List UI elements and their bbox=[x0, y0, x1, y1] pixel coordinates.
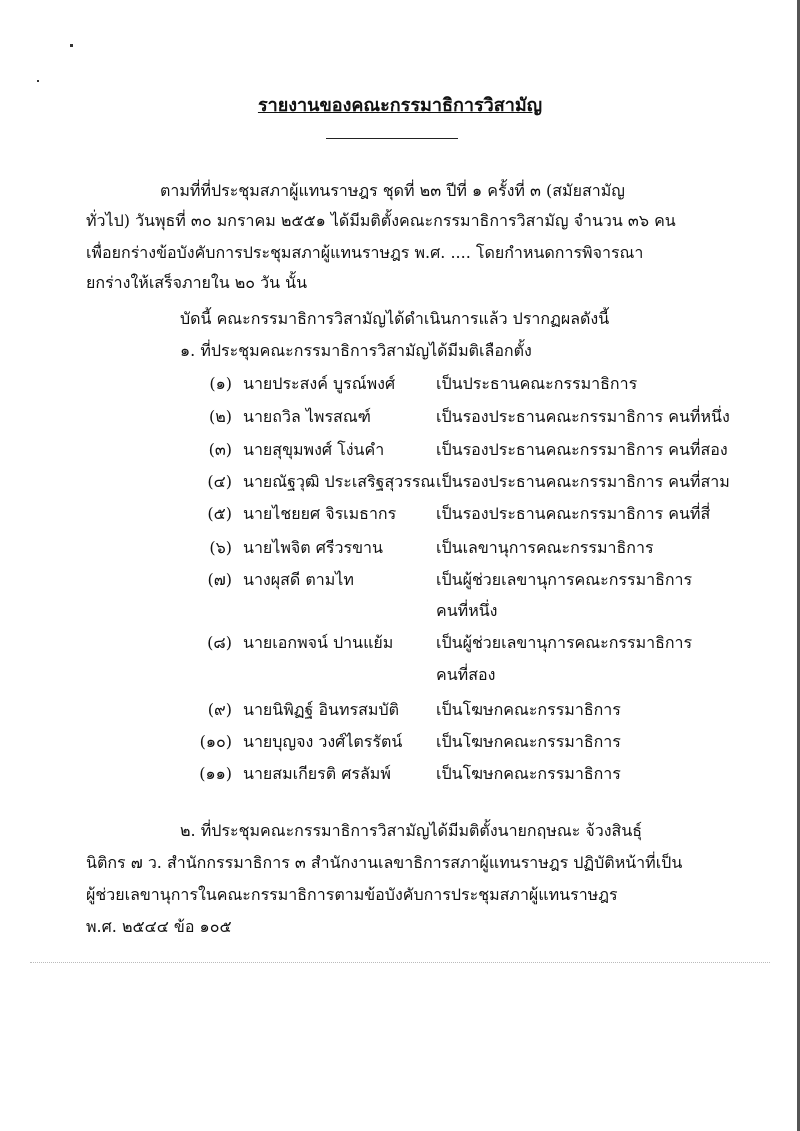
member-role: เป็นโฆษกคณะกรรมาธิการ bbox=[436, 732, 621, 751]
member-number: (๙) bbox=[207, 700, 232, 719]
scan-speck bbox=[70, 44, 73, 47]
member-name: นางผุสดี ตามไท bbox=[243, 570, 354, 589]
member-name: นายประสงค์ บูรณ์พงศ์ bbox=[243, 374, 396, 393]
member-name: นายบุญจง วงศ์ไตรรัตน์ bbox=[243, 732, 403, 751]
member-name: นายเอกพจน์ ปานแย้ม bbox=[243, 633, 394, 652]
member-name: นายถวิล ไพรสณฑ์ bbox=[243, 407, 371, 426]
member-number: (๓) bbox=[208, 440, 232, 459]
document-title: รายงานของคณะกรรมาธิการวิสามัญ bbox=[257, 95, 543, 116]
member-role: เป็นประธานคณะกรรมาธิการ bbox=[436, 374, 638, 393]
scan-speck bbox=[37, 80, 39, 82]
member-number: (๘) bbox=[207, 633, 232, 652]
intro-line: เพื่อยกร่างข้อบังคับการประชุมสภาผู้แทนราษฎร พ.ศ. .... โดยกำหนดการพิจารณา bbox=[86, 243, 644, 262]
scan-noise-line bbox=[30, 962, 770, 963]
member-name: นายไชยยศ จิรเมธากร bbox=[243, 504, 397, 523]
member-name: นายนิพิฏฐ์ อินทรสมบัติ bbox=[243, 700, 399, 719]
member-role: เป็นโฆษกคณะกรรมาธิการ bbox=[436, 700, 621, 719]
member-name: นายไพจิต ศรีวรขาน bbox=[243, 538, 383, 557]
member-role: เป็นรองประธานคณะกรรมาธิการ คนที่หนึ่ง bbox=[436, 407, 730, 426]
member-name: นายสุขุมพงศ์ โง่นคำ bbox=[243, 440, 385, 459]
result-intro: บัดนี้ คณะกรรมาธิการวิสามัญได้ดำเนินการแล้ว ปรากฏผลดังนี้ bbox=[180, 309, 610, 328]
member-role-continuation: คนที่สอง bbox=[436, 665, 496, 684]
title-divider bbox=[326, 138, 458, 139]
member-role: เป็นรองประธานคณะกรรมาธิการ คนที่สอง bbox=[436, 440, 728, 459]
member-role: เป็นเลขานุการคณะกรรมาธิการ bbox=[436, 538, 654, 557]
member-role: เป็นผู้ช่วยเลขานุการคณะกรรมาธิการ bbox=[436, 570, 693, 589]
member-number: (๑๐) bbox=[199, 732, 232, 751]
member-number: (๗) bbox=[207, 570, 232, 589]
member-name: นายณัฐวุฒิ ประเสริฐสุวรรณ bbox=[243, 472, 436, 491]
member-name: นายสมเกียรติ ศรลัมพ์ bbox=[243, 764, 391, 783]
member-number: (๔) bbox=[207, 472, 232, 491]
intro-line: ทั่วไป) วันพุธที่ ๓๐ มกราคม ๒๕๕๑ ได้มีมติตั้งคณะกรรมาธิการวิสามัญ จำนวน ๓๖ คน bbox=[86, 211, 676, 230]
intro-line: ตามที่ที่ประชุมสภาผู้แทนราษฎร ชุดที่ ๒๓ ปีที่ ๑ ครั้งที่ ๓ (สมัยสามัญ bbox=[160, 181, 625, 200]
member-number: (๑) bbox=[209, 374, 232, 393]
member-role: เป็นผู้ช่วยเลขานุการคณะกรรมาธิการ bbox=[436, 633, 693, 652]
member-role: เป็นรองประธานคณะกรรมาธิการ คนที่สี่ bbox=[436, 504, 711, 523]
item2-line: พ.ศ. ๒๕๔๔ ข้อ ๑๐๕ bbox=[86, 917, 232, 936]
intro-line: ยกร่างให้เสร็จภายใน ๒๐ วัน นั้น bbox=[86, 273, 308, 292]
member-role: เป็นโฆษกคณะกรรมาธิการ bbox=[436, 764, 621, 783]
item2-line: ผู้ช่วยเลขานุการในคณะกรรมาธิการตามข้อบังคับการประชุมสภาผู้แทนราษฎร bbox=[86, 885, 618, 904]
member-role: เป็นรองประธานคณะกรรมาธิการ คนที่สาม bbox=[436, 472, 730, 491]
item1-heading: ๑. ที่ประชุมคณะกรรมาธิการวิสามัญได้มีมติเลือกตั้ง bbox=[180, 341, 532, 360]
member-number: (๖) bbox=[209, 538, 232, 557]
member-number: (๕) bbox=[207, 504, 232, 523]
item2-line: ๒. ที่ประชุมคณะกรรมาธิการวิสามัญได้มีมติตั้งนายกฤษณะ จ้วงสินธุ์ bbox=[180, 821, 643, 840]
item2-line: นิติกร ๗ ว. สำนักกรรมาธิการ ๓ สำนักงานเลขาธิการสภาผู้แทนราษฎร ปฏิบัติหน้าที่เป็น bbox=[86, 853, 683, 872]
member-role-continuation: คนที่หนึ่ง bbox=[436, 601, 498, 620]
member-number: (๑๑) bbox=[199, 764, 232, 783]
member-number: (๒) bbox=[208, 407, 232, 426]
